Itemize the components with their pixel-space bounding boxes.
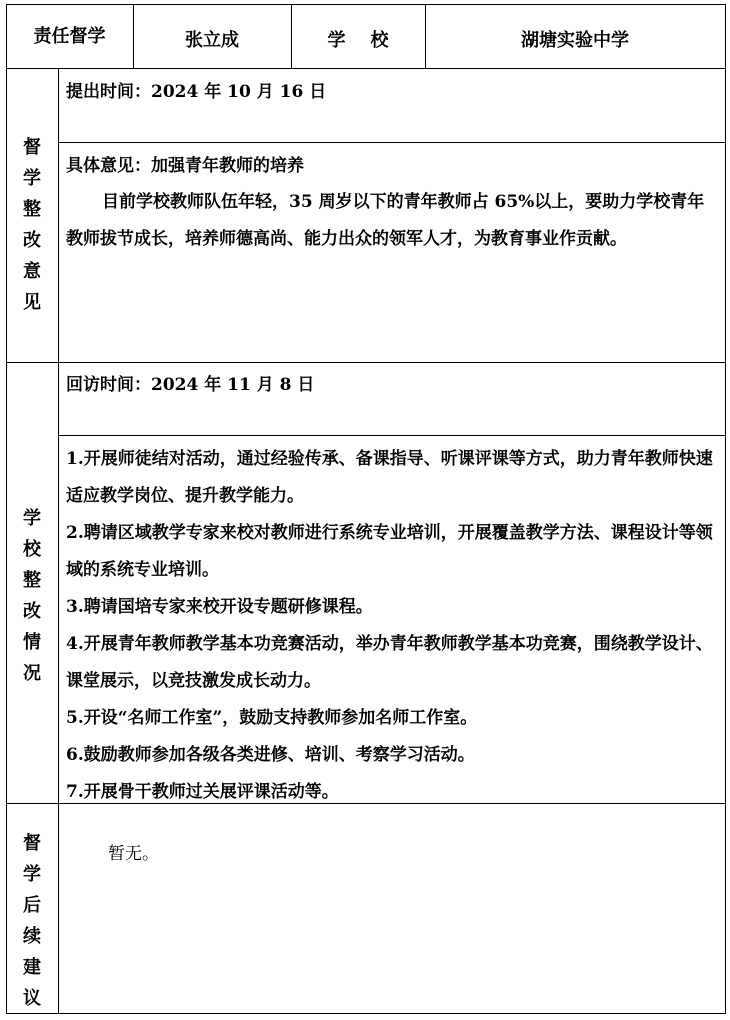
rectification-list bbox=[66, 441, 718, 811]
header-bottom-line bbox=[6, 68, 726, 69]
list-item: 5.开设“名师工作室”，鼓励支持教师参加名师工作室。 bbox=[66, 708, 478, 728]
section1-label-char: 整 bbox=[23, 199, 41, 220]
section2-inner-line bbox=[58, 435, 726, 436]
opinion-title: 具体意见：加强青年教师的培养 bbox=[66, 156, 304, 176]
section3-label-char: 督 bbox=[23, 833, 41, 854]
list-item: 2.聘请区域教学专家来校对教师进行系统专业培训，开展覆盖教学方法、课程设计等领域的系统专业培训。 bbox=[66, 523, 713, 580]
list-item: 4.开展青年教师教学基本功竞赛活动，举办青年教师教学基本功竞赛，围绕教学设计、课堂展示，以竞技激发成长动力。 bbox=[66, 634, 713, 691]
section2-label-char: 情 bbox=[23, 632, 41, 653]
section2-label-char: 况 bbox=[23, 663, 41, 684]
section2-label-char: 整 bbox=[23, 570, 41, 591]
label-column-divider bbox=[58, 68, 59, 1014]
revisit-time: 回访时间：2024 年 11 月 8 日 bbox=[66, 375, 315, 395]
section1-label-char: 督 bbox=[23, 137, 41, 158]
section1-label-char: 学 bbox=[23, 168, 41, 189]
supervisor-label: 责任督学 bbox=[33, 26, 106, 47]
section2-label-char: 改 bbox=[23, 601, 41, 622]
list-item: 1.开展师徒结对活动，通过经验传承、备课指导、听课评课等方式，助力青年教师快速适应教学岗位、提升教学能力。 bbox=[66, 449, 713, 506]
section1-inner-line bbox=[58, 142, 726, 143]
section3-label-char: 续 bbox=[23, 926, 41, 947]
section1-label-char: 见 bbox=[23, 292, 41, 313]
section3-label bbox=[6, 828, 58, 1014]
proposal-time: 提出时间：2024 年 10 月 16 日 bbox=[66, 82, 327, 102]
section2-label-char: 校 bbox=[23, 539, 41, 560]
list-item: 6.鼓励教师参加各级各类进修、培训、考察学习活动。 bbox=[66, 745, 475, 765]
section3-label-char: 议 bbox=[23, 988, 41, 1009]
school-label: 学 校 bbox=[327, 30, 389, 51]
section3-label-char: 学 bbox=[23, 864, 41, 885]
section3-label-char: 建 bbox=[23, 957, 41, 978]
school-name: 湖塘实验中学 bbox=[521, 30, 629, 51]
opinion-block bbox=[66, 148, 718, 258]
supervisor-name: 张立成 bbox=[185, 30, 239, 51]
section2-label-char: 学 bbox=[23, 508, 41, 529]
section2-label bbox=[6, 503, 58, 689]
opinion-body: 目前学校教师队伍年轻，35 周岁以下的青年教师占 65%以上，要助力学校青年教师拔节成长，培养师德高尚、能力出众的领军人才，为教育事业作贡献。 bbox=[66, 192, 705, 249]
border-bottom bbox=[6, 1013, 726, 1014]
follow-up-suggestion: 暂无。 bbox=[108, 844, 159, 864]
list-item: 3.聘请国培专家来校开设专题研修课程。 bbox=[66, 597, 373, 617]
border-right bbox=[725, 4, 726, 1014]
border-top bbox=[6, 4, 726, 5]
section1-bottom-line bbox=[6, 362, 726, 363]
list-item: 7.开展骨干教师过关展评课活动等。 bbox=[66, 782, 339, 802]
section3-label-char: 后 bbox=[23, 895, 41, 916]
section1-label-char: 改 bbox=[23, 230, 41, 251]
section1-label-char: 意 bbox=[23, 261, 41, 282]
section1-label bbox=[6, 132, 58, 318]
